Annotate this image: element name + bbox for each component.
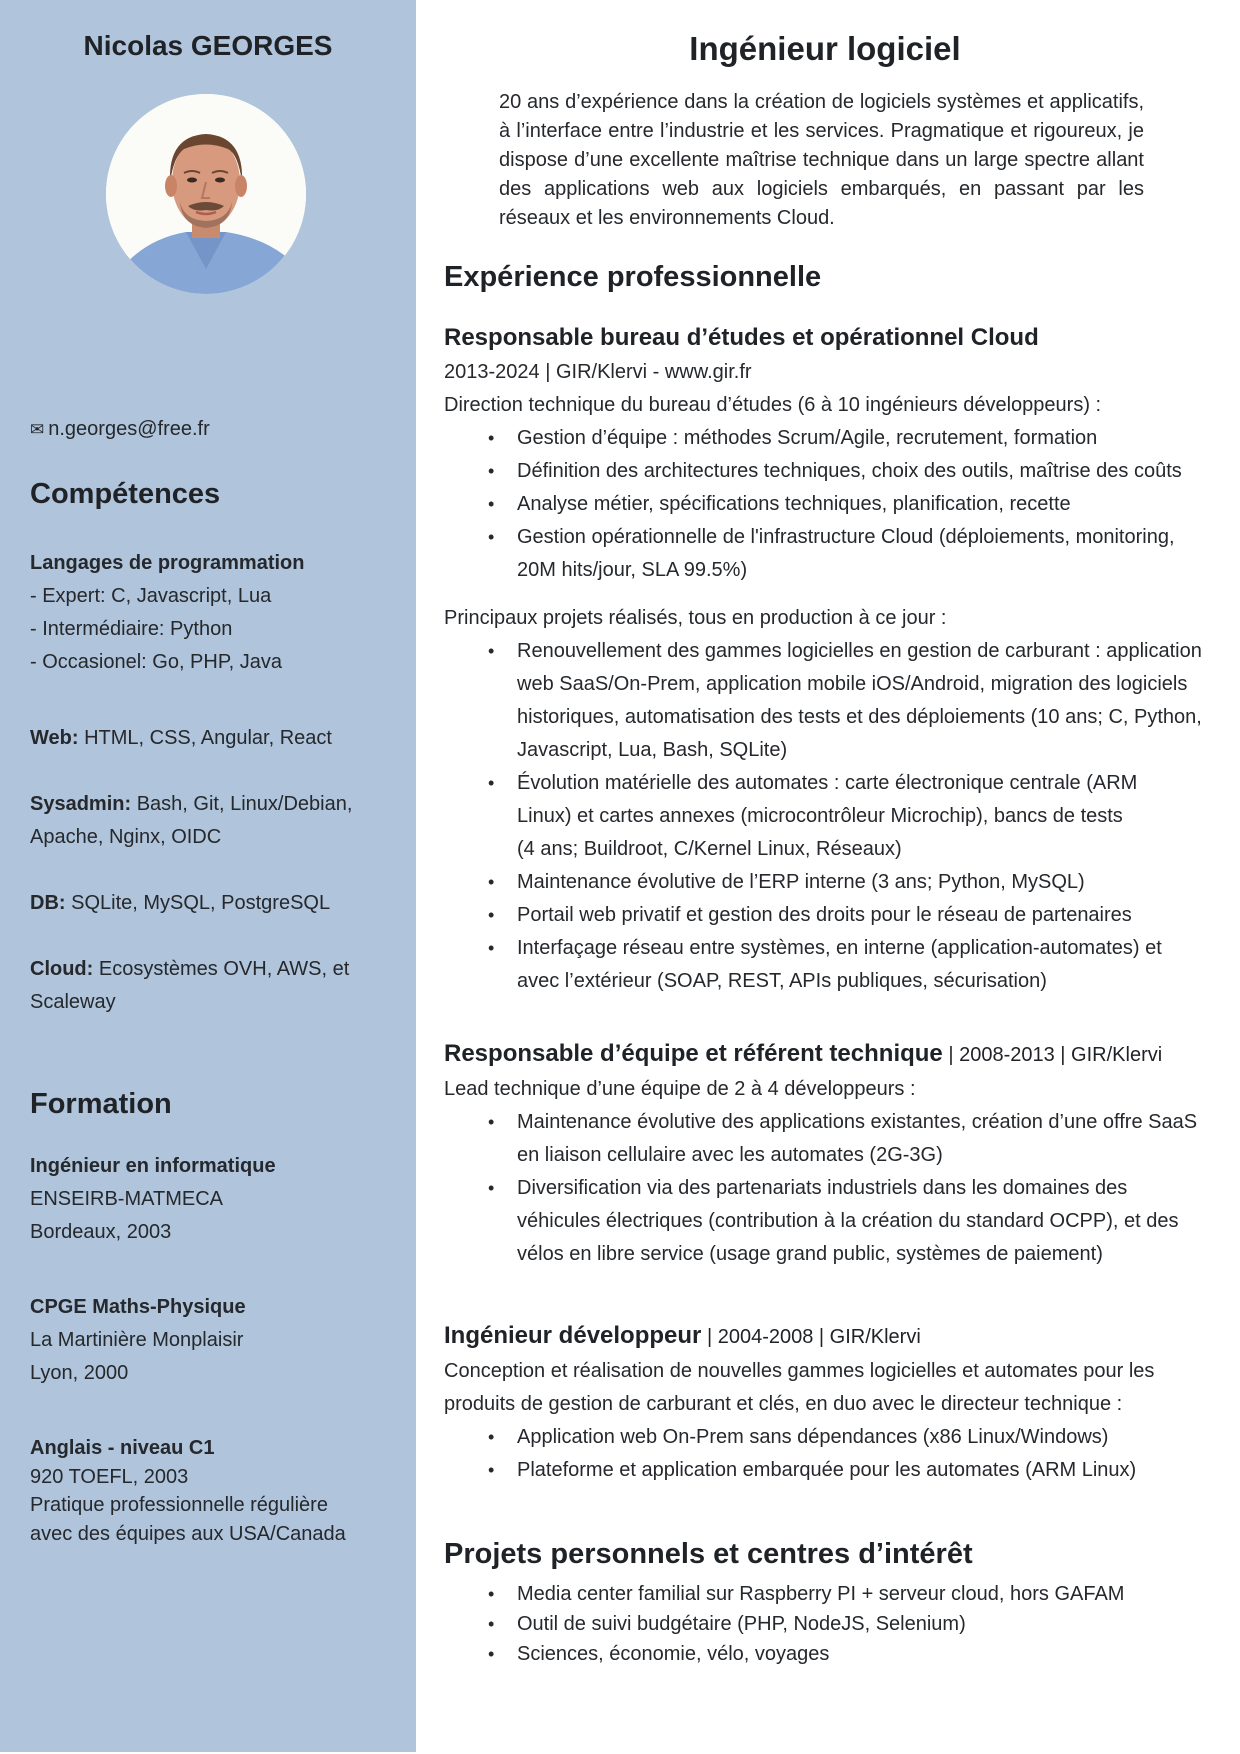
education-item bbox=[30, 1150, 400, 1249]
job-entry bbox=[444, 320, 1224, 998]
education-line: avec des équipes aux USA/Canada bbox=[30, 1522, 346, 1545]
job-meta: 2013-2024 | GIR/Klervi - www.gir.fr bbox=[444, 361, 752, 383]
education-title: Anglais - niveau C1 bbox=[30, 1437, 215, 1459]
education-heading: Formation bbox=[30, 1088, 172, 1120]
personal-list bbox=[444, 1579, 1224, 1669]
education-item bbox=[30, 1291, 400, 1390]
profile-summary: 20 ans d’expérience dans la création de logiciels systèmes et applicatifs, à l’interface entre l’industrie et les services. Pragmatique et rigoureux, je dispose d’une excellente maîtrise technique dans un large spectre allant des applications web aux logiciels embarqués, en passant par les réseaux et les environnements Cloud. bbox=[499, 91, 1144, 229]
envelope-icon: ✉ bbox=[30, 420, 45, 439]
job-meta: | 2004-2008 | GIR/Klervi bbox=[701, 1326, 921, 1348]
job-bullet: • Plateforme et application embarquée pour les automates (ARM Linux) bbox=[444, 1454, 1224, 1487]
skills-group-value: HTML, CSS, Angular, React bbox=[84, 727, 332, 749]
job-bullets bbox=[444, 1106, 1224, 1271]
job-project: • Renouvellement des gammes logicielles en gestion de carburant : application web SaaS/On-Prem, application mobile iOS/Android, migration des logiciels historiques, automatisation des tests et des déploiements (10 ans; C, Python, Javascript, Lua, Bash, SQLite) bbox=[444, 635, 1212, 767]
personal-heading: Projets personnels et centres d’intérêt bbox=[444, 1538, 973, 1570]
education-line: ENSEIRB-MATMECA bbox=[30, 1188, 223, 1210]
portrait-illustration bbox=[106, 94, 306, 294]
skills-heading: Compétences bbox=[30, 478, 221, 510]
skills-group-value: SQLite, MySQL, PostgreSQL bbox=[71, 892, 331, 914]
skills-language-line: - Occasionel: Go, PHP, Java bbox=[30, 651, 282, 673]
profile-photo bbox=[106, 94, 306, 294]
skills-group-label: Web: bbox=[30, 727, 79, 749]
job-bullets bbox=[444, 422, 1224, 587]
job-project: • Maintenance évolutive de l’ERP interne (3 ans; Python, MySQL) bbox=[444, 866, 1212, 899]
personal-bullets bbox=[444, 1579, 1224, 1669]
job-role: Responsable bureau d’études et opérationnel Cloud bbox=[444, 324, 1039, 351]
job-bullet: • Définition des architectures techniques, choix des outils, maîtrise des coûts bbox=[444, 455, 1224, 488]
job-project: • Portail web privatif et gestion des droits pour le réseau de partenaires bbox=[444, 899, 1212, 932]
job-title-heading: Ingénieur logiciel bbox=[689, 30, 961, 67]
skills-group-label: Sysadmin: bbox=[30, 793, 132, 815]
education-line: Lyon, 2000 bbox=[30, 1362, 129, 1384]
job-role-line bbox=[444, 1318, 1224, 1355]
education-title: Ingénieur en informatique bbox=[30, 1155, 276, 1177]
skills-group-label: DB: bbox=[30, 892, 66, 914]
skills-group-value: Ecosystèmes OVH, AWS, et Scaleway bbox=[30, 958, 350, 1013]
job-intro: Direction technique du bureau d’études (6 à 10 ingénieurs développeurs) : bbox=[444, 394, 1102, 416]
skills-languages-title: Langages de programmation bbox=[30, 552, 305, 574]
education-line: 920 TOEFL, 2003 bbox=[30, 1465, 189, 1488]
job-bullet: • Analyse métier, spécifications techniques, planification, recette bbox=[444, 488, 1224, 521]
job-bullets bbox=[444, 1421, 1224, 1487]
skills-group-cloud bbox=[30, 953, 400, 1019]
job-bullet: • Gestion opérationnelle de l'infrastructure Cloud (déploiements, monitoring, 20M hits/jour, SLA 99.5%) bbox=[444, 521, 1224, 587]
skills-group-label: Cloud: bbox=[30, 958, 94, 980]
job-project: • Interfaçage réseau entre systèmes, en interne (application-automates) et avec l’extérieur (SOAP, REST, APIs publiques, sécurisation) bbox=[444, 932, 1212, 998]
sidebar bbox=[0, 0, 416, 1752]
job-bullet: • Maintenance évolutive des applications existantes, création d’une offre SaaS en liaison cellulaire avec les automates (2G-3G) bbox=[444, 1106, 1204, 1172]
education-line: Bordeaux, 2003 bbox=[30, 1221, 172, 1243]
job-bullet: • Application web On-Prem sans dépendances (x86 Linux/Windows) bbox=[444, 1421, 1224, 1454]
skills-group-web bbox=[30, 722, 400, 755]
job-entry bbox=[444, 1318, 1224, 1487]
education-line: La Martinière Monplaisir bbox=[30, 1329, 244, 1351]
job-projects bbox=[444, 635, 1224, 998]
job-intro: Conception et réalisation de nouvelles gammes logicielles et automates pour les produits de gestion de carburant et clés, en duo avec le directeur technique : bbox=[444, 1360, 1155, 1415]
job-role: Ingénieur développeur bbox=[444, 1322, 702, 1349]
education-line: Pratique professionnelle régulière bbox=[30, 1494, 328, 1516]
personal-bullet: • Media center familial sur Raspberry PI + serveur cloud, hors GAFAM bbox=[444, 1579, 1224, 1609]
education-item bbox=[30, 1434, 400, 1548]
job-meta: | 2008-2013 | GIR/Klervi bbox=[942, 1044, 1163, 1066]
job-role: Responsable d’équipe et référent technique bbox=[444, 1040, 943, 1067]
job-bullet: • Gestion d’équipe : méthodes Scrum/Agile, recrutement, formation bbox=[444, 422, 1224, 455]
job-bullet: • Diversification via des partenariats industriels dans les domaines des véhicules électriques (contribution à la création du standard OCPP), et des vélos en libre service (usage grand public, systèmes de paiement) bbox=[444, 1172, 1204, 1271]
personal-bullet: • Sciences, économie, vélo, voyages bbox=[444, 1639, 1224, 1669]
candidate-name: Nicolas GEORGES bbox=[83, 30, 333, 61]
job-entry bbox=[444, 1036, 1224, 1271]
skills-language-line: - Intermédiaire: Python bbox=[30, 618, 233, 640]
email-contact[interactable] bbox=[30, 418, 210, 441]
email-value[interactable]: n.georges@free.fr bbox=[48, 418, 210, 440]
personal-bullet: • Outil de suivi budgétaire (PHP, NodeJS, Selenium) bbox=[444, 1609, 1224, 1639]
skills-group-db bbox=[30, 887, 400, 920]
job-project: • Évolution matérielle des automates : carte électronique centrale (ARM Linux) et cartes annexes (microcontrôleur Microchip), bancs de tests (4 ans; Buildroot, C/Kernel Linux, Réseaux) bbox=[444, 767, 1212, 866]
education-title: CPGE Maths-Physique bbox=[30, 1296, 246, 1318]
skills-group-sysadmin bbox=[30, 788, 400, 854]
job-intro: Lead technique d’une équipe de 2 à 4 développeurs : bbox=[444, 1078, 916, 1100]
skills-languages bbox=[30, 547, 400, 679]
job-role-line bbox=[444, 1036, 1224, 1073]
skills-group-value: Bash, Git, Linux/Debian, Apache, Nginx, OIDC bbox=[30, 793, 353, 848]
skills-language-line: - Expert: C, Javascript, Lua bbox=[30, 585, 272, 607]
job-projects-intro: Principaux projets réalisés, tous en production à ce jour : bbox=[444, 607, 947, 629]
experience-heading: Expérience professionnelle bbox=[444, 261, 822, 293]
